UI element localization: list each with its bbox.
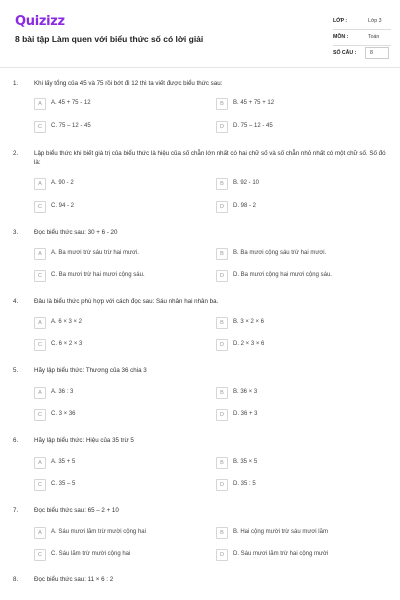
question-text: Hãy lập biểu thức: Thương của 36 chia 3 xyxy=(34,367,147,374)
question-text: Đọc biểu thức sau: 11 × 6 : 2 xyxy=(34,576,114,583)
option-c[interactable] xyxy=(34,201,194,213)
option-text: A. 45 + 75 - 12 xyxy=(51,100,91,106)
option-letter-badge: C xyxy=(34,201,46,213)
option-letter-badge: D xyxy=(216,549,228,561)
option-text: B. Hai cộng mười trừ sáu mươi lăm xyxy=(233,529,328,535)
option-d[interactable] xyxy=(216,549,376,561)
question-number: 3. xyxy=(13,229,19,236)
meta-label: SỐ CÂU : xyxy=(333,50,357,56)
question-number: 2. xyxy=(13,150,19,157)
option-c[interactable] xyxy=(34,549,194,561)
option-text: D. Sáu mươi lăm trừ hai cộng mười xyxy=(233,551,329,557)
option-text: D. 98 - 2 xyxy=(233,203,257,209)
option-d[interactable] xyxy=(216,339,376,351)
option-letter-badge: B xyxy=(216,248,228,260)
option-d[interactable] xyxy=(216,409,376,421)
option-d[interactable] xyxy=(216,479,376,491)
meta-label: LỚP : xyxy=(333,18,348,24)
option-text: D. 75 – 12 - 45 xyxy=(233,123,273,129)
option-text: B. 92 - 10 xyxy=(233,180,260,186)
question-text: Lập biểu thức khi biết giá trị của biểu thức là hiệu của số chẵn lớn nhất có hai chữ số và số chẵn nhỏ nhất có một chữ số. Số đó là: xyxy=(34,150,386,166)
option-text: A. 35 + 5 xyxy=(51,459,76,465)
option-text: A. Sáu mươi lăm trừ mười cộng hai xyxy=(51,529,146,535)
option-letter-badge: C xyxy=(34,339,46,351)
option-b[interactable] xyxy=(216,317,376,329)
question-text: Hãy lập biểu thức: Hiệu của 35 trừ 5 xyxy=(34,437,134,444)
option-a[interactable] xyxy=(34,457,194,469)
option-c[interactable] xyxy=(34,339,194,351)
option-letter-badge: B xyxy=(216,457,228,469)
option-text: C. 75 – 12 - 45 xyxy=(51,123,91,129)
question-number: 4. xyxy=(13,298,19,305)
option-b[interactable] xyxy=(216,527,376,539)
option-c[interactable] xyxy=(34,409,194,421)
meta-label: MÔN : xyxy=(333,34,349,40)
meta-value: Lớp 3 xyxy=(368,18,382,24)
option-letter-badge: A xyxy=(34,98,46,110)
option-d[interactable] xyxy=(216,201,376,213)
worksheet-title: 8 bài tập Làm quen với biểu thức số có lời giải xyxy=(15,34,204,44)
option-letter-badge: B xyxy=(216,178,228,190)
option-text: B. 36 × 3 xyxy=(233,389,258,395)
option-letter-badge: B xyxy=(216,527,228,539)
question-text: Đâu là biểu thức phù hợp với cách đọc sau: Sáu nhân hai nhân ba. xyxy=(34,298,219,305)
option-letter-badge: D xyxy=(216,121,228,133)
option-text: C. 35 – 5 xyxy=(51,481,76,487)
option-letter-badge: C xyxy=(34,121,46,133)
option-letter-badge: A xyxy=(34,317,46,329)
worksheet-meta xyxy=(333,14,388,62)
question-text: Đọc biểu thức sau: 30 + 6 - 20 xyxy=(34,229,118,236)
question-number: 7. xyxy=(13,507,19,514)
option-letter-badge: D xyxy=(216,479,228,491)
option-text: C. Sáu lăm trừ mười cộng hai xyxy=(51,551,131,557)
option-a[interactable] xyxy=(34,178,194,190)
option-letter-badge: C xyxy=(34,549,46,561)
question-number: 8. xyxy=(13,576,19,583)
option-c[interactable] xyxy=(34,121,194,133)
option-a[interactable] xyxy=(34,387,194,399)
quizizz-logo: Quizizz xyxy=(15,14,65,29)
option-letter-badge: A xyxy=(34,178,46,190)
option-b[interactable] xyxy=(216,98,376,110)
option-letter-badge: A xyxy=(34,527,46,539)
option-text: B. 3 × 2 × 6 xyxy=(233,319,265,325)
header-divider xyxy=(0,67,400,68)
option-letter-badge: A xyxy=(34,248,46,260)
option-letter-badge: C xyxy=(34,479,46,491)
option-d[interactable] xyxy=(216,270,376,282)
question-number: 5. xyxy=(13,367,19,374)
option-letter-badge: A xyxy=(34,387,46,399)
option-text: D. 35 : 5 xyxy=(233,481,256,487)
option-letter-badge: C xyxy=(34,270,46,282)
option-text: C. 6 × 2 × 3 xyxy=(51,341,83,347)
page-bottom-fade xyxy=(0,590,400,600)
option-text: D. 2 × 3 × 6 xyxy=(233,341,265,347)
option-text: C. 3 × 36 xyxy=(51,411,76,417)
option-text: A. Ba mươi trừ sáu trừ hai mươi. xyxy=(51,250,139,256)
option-letter-badge: C xyxy=(34,409,46,421)
option-text: B. Ba mươi cộng sáu trừ hai mươi. xyxy=(233,250,327,256)
option-letter-badge: D xyxy=(216,339,228,351)
question-text: Khi lấy tổng của 45 và 75 rồi bớt đi 12 thì ta viết được biểu thức sau: xyxy=(34,80,223,87)
option-text: B. 45 + 75 + 12 xyxy=(233,100,275,106)
worksheet-header xyxy=(0,0,400,68)
option-b[interactable] xyxy=(216,178,376,190)
option-letter-badge: B xyxy=(216,317,228,329)
question-text: Đọc biểu thức sau: 65 – 2 + 10 xyxy=(34,507,119,514)
option-text: A. 36 : 3 xyxy=(51,389,74,395)
option-text: B. 35 × 5 xyxy=(233,459,258,465)
option-c[interactable] xyxy=(34,270,194,282)
meta-row-class xyxy=(333,14,388,30)
option-b[interactable] xyxy=(216,457,376,469)
option-a[interactable] xyxy=(34,98,194,110)
meta-row-count xyxy=(333,46,388,62)
option-text: D. Ba mươi cộng hai mươi cộng sáu. xyxy=(233,272,332,278)
option-text: C. 94 - 2 xyxy=(51,203,75,209)
option-letter-badge: B xyxy=(216,387,228,399)
option-d[interactable] xyxy=(216,121,376,133)
option-text: A. 90 - 2 xyxy=(51,180,74,186)
option-letter-badge: D xyxy=(216,201,228,213)
option-letter-badge: D xyxy=(216,270,228,282)
option-a[interactable] xyxy=(34,248,194,260)
option-letter-badge: A xyxy=(34,457,46,469)
option-b[interactable] xyxy=(216,248,376,260)
meta-row-subject xyxy=(333,30,388,46)
option-c[interactable] xyxy=(34,479,194,491)
option-letter-badge: D xyxy=(216,409,228,421)
option-text: A. 6 × 3 × 2 xyxy=(51,319,83,325)
option-b[interactable] xyxy=(216,387,376,399)
option-text: D. 36 + 3 xyxy=(233,411,258,417)
option-a[interactable] xyxy=(34,527,194,539)
option-a[interactable] xyxy=(34,317,194,329)
question-number: 6. xyxy=(13,437,19,444)
question-number: 1. xyxy=(13,80,19,87)
meta-value: Toán xyxy=(368,34,380,40)
option-letter-badge: B xyxy=(216,98,228,110)
meta-value-box: 8 xyxy=(365,47,389,59)
option-text: C. Ba mươi trừ hai mươi cộng sáu. xyxy=(51,272,145,278)
